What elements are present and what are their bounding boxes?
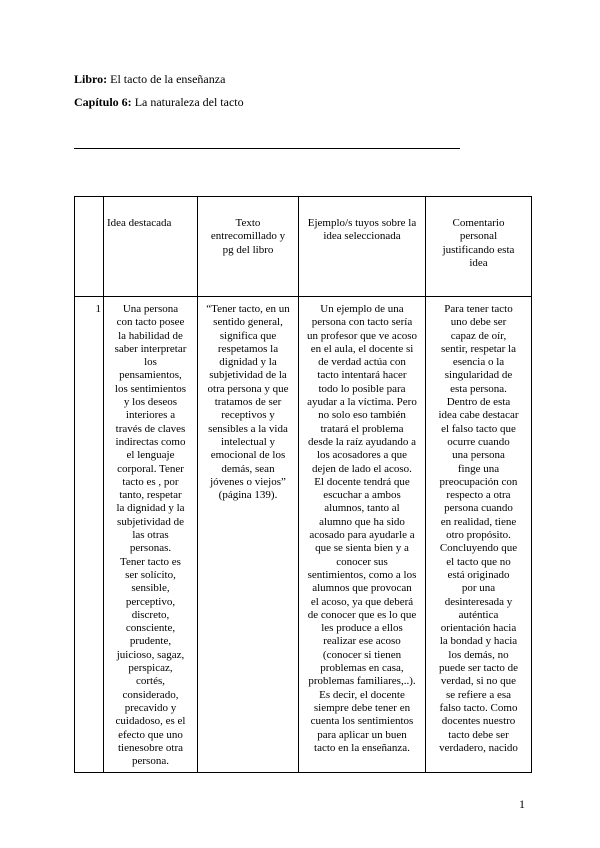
book-title: El tacto de la enseñanza — [110, 72, 226, 86]
idea-cell: Una persona con tacto posee la habilidad de saber interpretar los pensamientos, los sentimientos y los deseos interiores a través de claves indirectas como el lenguaje corporal. Tener tacto es , por tanto, respetar la dignidad y la subjetividad de las otras personas. Tener tacto es ser solícito, sensible, perceptivo, discreto, consciente, prudente, juicioso, sagaz, perspicaz, cortés, considerado, precavido y cuidadoso, es el efecto que uno tienesobre otra persona. — [104, 297, 198, 773]
chapter-label: Capítulo 6: — [74, 95, 132, 109]
book-line — [74, 72, 225, 87]
header-cell-quote: Texto entrecomillado y pg del libro — [198, 197, 299, 297]
table-row — [75, 297, 532, 773]
header-cell-idea: Idea destacada — [104, 197, 198, 297]
chapter-title: La naturaleza del tacto — [134, 95, 244, 109]
example-cell: Un ejemplo de una persona con tacto sería un profesor que ve acoso en el aula, el docente si de verdad actúa con tacto intentará hacer todo lo posible para ayudar a la víctima. Pero no solo eso también tratará el problema desde la raíz ayudando a los acosadores a que dejen de lado el acoso. El docente tendrá que escuchar a ambos alumnos, tanto al alumno que ha sido acosado para ayudarle a que se sienta bien y a conocer sus sentimientos, como a los alumnos que provocan el acoso, ya que deberá de conocer que es lo que les produce a ellos realizar ese acoso (conocer si tienen problemas en casa, problemas familiares,..). Es decir, el docente siempre debe tener en cuenta los sentimientos para aplicar un buen tacto en la enseñanza. — [299, 297, 426, 773]
chapter-line — [74, 95, 244, 110]
row-number-cell: 1 — [75, 297, 104, 773]
header-cell-example: Ejemplo/s tuyos sobre la idea seleccionada — [299, 197, 426, 297]
book-label: Libro: — [74, 72, 108, 86]
header-cell-comment: Comentario personal justificando esta idea — [426, 197, 532, 297]
quote-cell: “Tener tacto, en un sentido general, significa que respetamos la dignidad y la subjetividad de la otra persona y que tratamos de ser receptivos y sensibles a la vida intelectual y emocional de los demás, sean jóvenes o viejos” (página 139). — [198, 297, 299, 773]
reading-table — [74, 196, 532, 773]
page-number: 1 — [519, 797, 525, 811]
table-header-row — [75, 197, 532, 297]
header-cell-number — [75, 197, 104, 297]
separator-line — [74, 148, 460, 149]
comment-cell: Para tener tacto uno debe ser capaz de oír, sentir, respetar la esencia o la singularidad de esta persona. Dentro de esta idea cabe destacar el falso tacto que ocurre cuando una persona finge una preocupación con respecto a otra persona cuando en realidad, tiene otro propósito. Concluyendo que el tacto que no está originado por una desinteresada y auténtica orientación hacia la bondad y hacia los demás, no puede ser tacto de verdad, si no que se refiere a esa falso tacto. Como docentes nuestro tacto debe ser verdadero, nacido — [426, 297, 532, 773]
